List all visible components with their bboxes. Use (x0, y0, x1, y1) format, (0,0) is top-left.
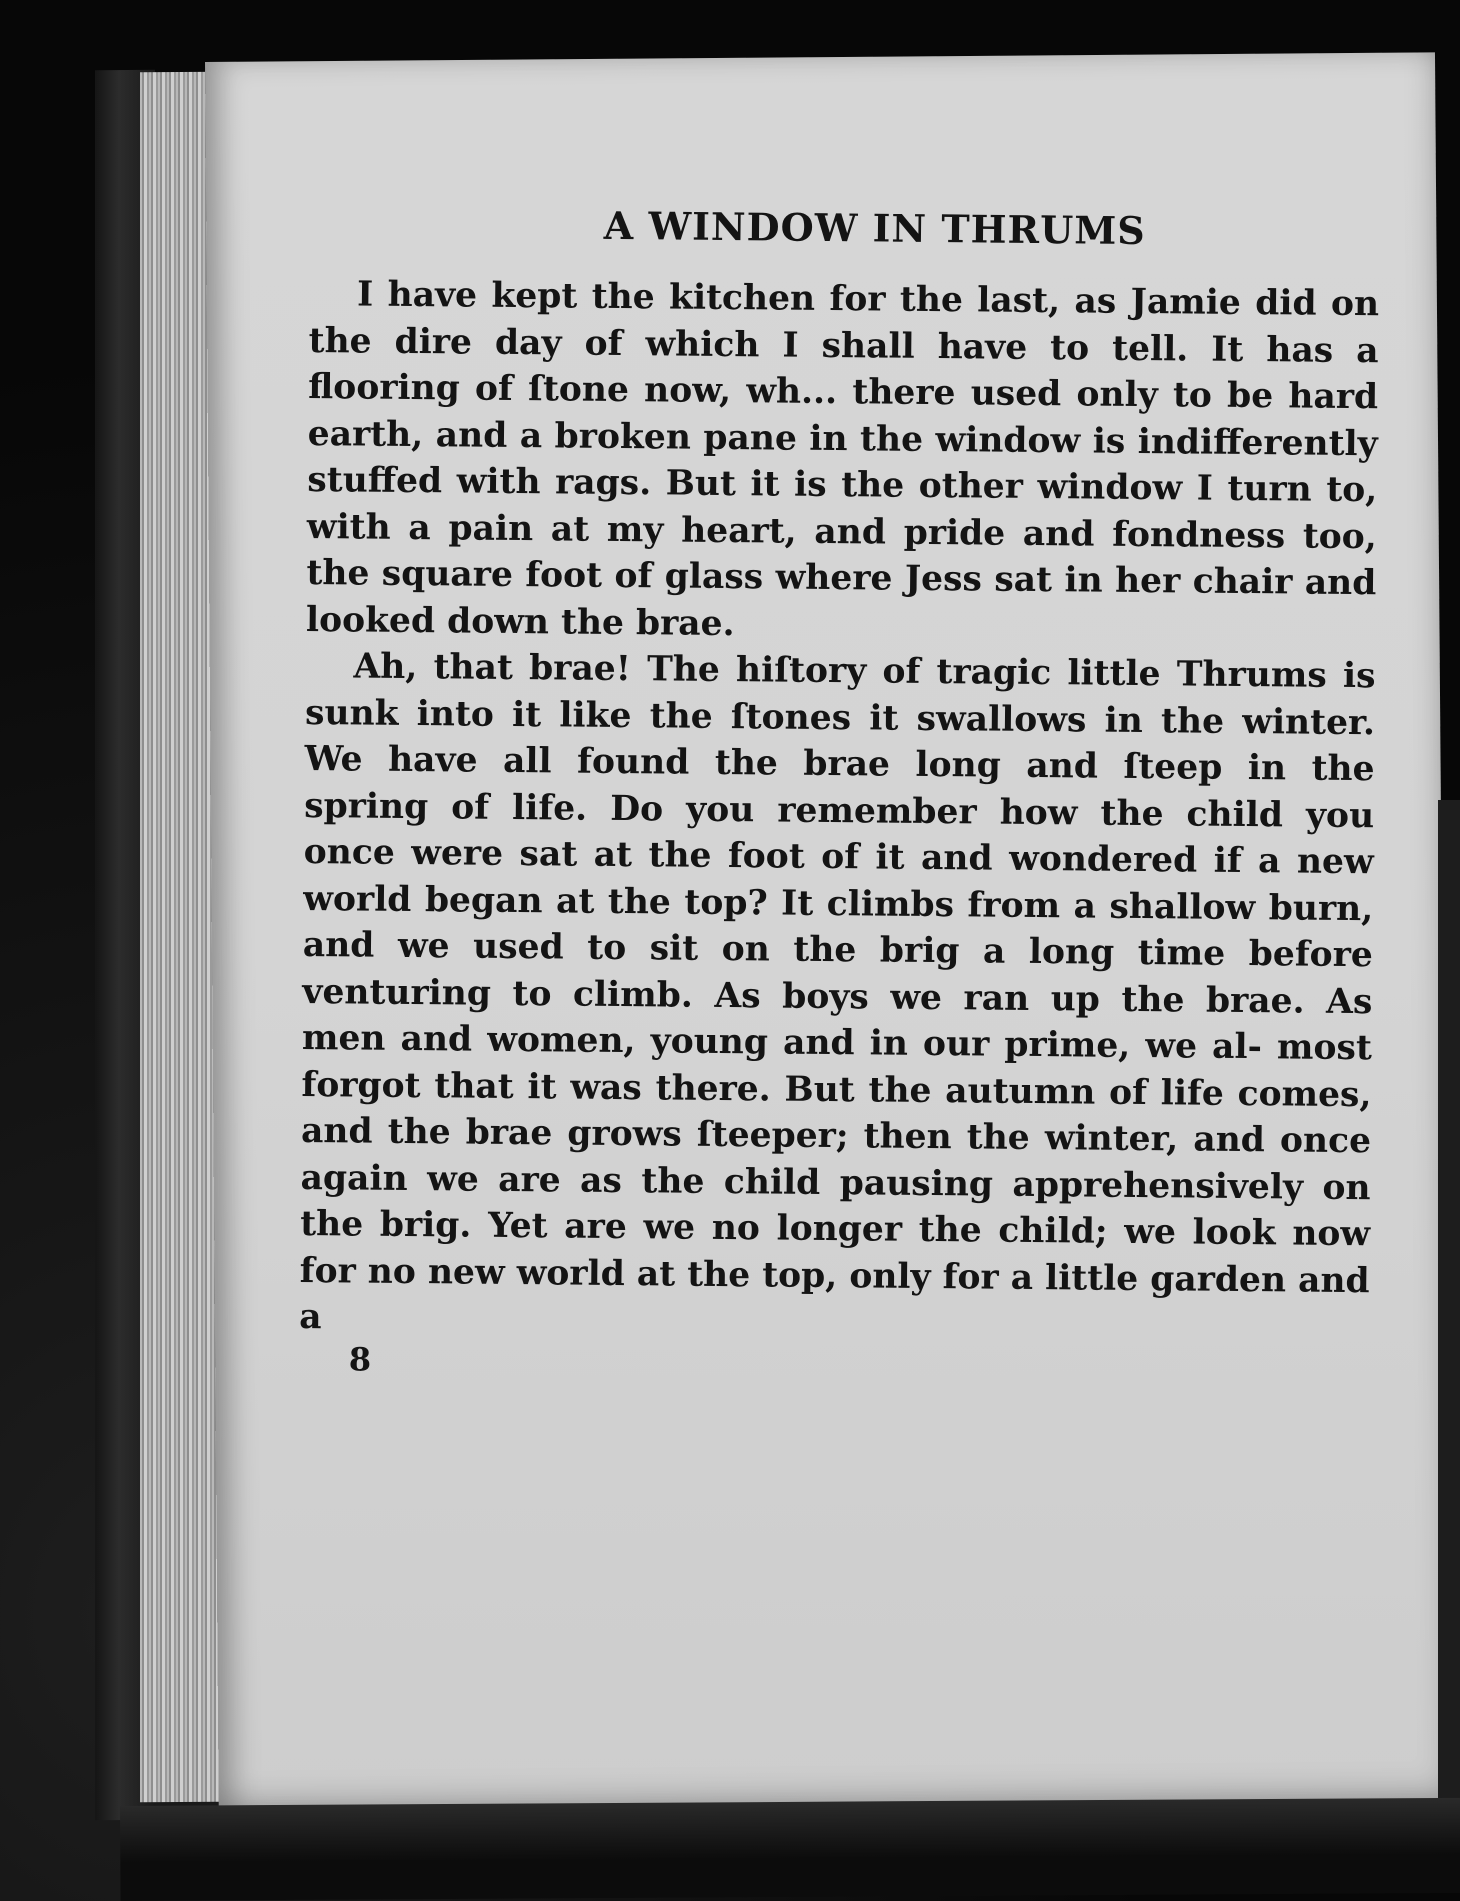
paragraph: Ah, that brae! The hiſtory of tragic little Thrums is sunk into it like the ſtones it swallows in the winter. We have all found the brae long and ſteep in the spring of life. Do you remember how the child you once were sat at the foot of it and wondered if a new world began at the top? It climbs from a shallow burn, and we used to sit on the brig a long time before venturing to climb. As boys we ran up the brae. As men and women, young and in our prime, we al- most forgot that it was there. But the autumn of life comes, and the brae grows ſteeper; then the winter, and once again we are as the child pausing apprehensively on the brig. Yet are we no longer the child; we look now for no new world at the top, only for a little garden and a (299, 646, 1376, 1338)
page-number: 8 (348, 1339, 372, 1379)
book-bottom-edge (120, 1798, 1460, 1901)
paragraph: I have kept the kitchen for the last, as Jamie did on the dire day of which I shall have to tell. It has a flooring of ſtone now, wh... there used only to be hard earth, and a broken pane in the window is indifferently stuffed with rags. But it is the other window I turn to, with a pain at my heart, and pride and fondness too, the square foot of glass where Jess sat in her chair and looked down the brae. (305, 274, 1380, 644)
page-text-block (299, 200, 1380, 1385)
running-head: A WINDOW IN THRUMS (603, 202, 1146, 254)
book-cover-right-edge (1438, 800, 1460, 1820)
